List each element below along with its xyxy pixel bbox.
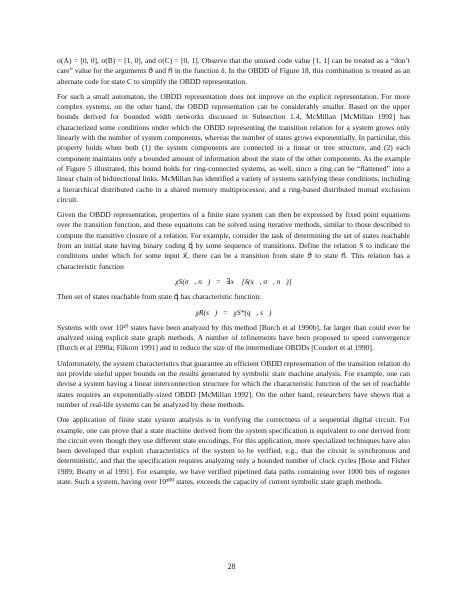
paragraph-4: Systems with over 10²⁰ states have been analyzed by this method [Burch et al 1990b], far larger than could ever be analyzed using explicit state graph methods. A number of refinements have been proposed to speed convergence [Burch et al 1990a; Filkorn 1991] and to reduce the size of the intermediate OBDDs [Coudert et al 1990].: [57, 322, 410, 353]
paragraph-5: Unfortunately, the system characteristics that guarantee an efficient OBDD representation of the transition relation do not provide useful upper bounds on the results generated by symbolic state machine analysis. For example, one can devise a system having a linear interconnection structure for which the characteristic function of the set of reachable states requires an exponentially-sized OBDD [McMillan 1992]. On the other hand, researchers have shown that a number of real-life systems can be analyzed by these methods.: [57, 358, 410, 409]
page-number: 28: [227, 562, 236, 571]
paragraph-1: σ(A) = [0, 0], σ(B) = [1, 0], and σ(C) = [0, 1]. Observe that the unused code value [1, 1] can be treated as a “don’t care” value for the arguments σ⃗ and n⃗ in the function δ. In the OBDD of Figure 18, this combination is treated as an alternate code for state C to simplify the OBDD representation.: [57, 56, 410, 86]
formula-chi-s: χS(σ⃗, n⃗) = ∃x⃗ [δ(x⃗, σ⃗, n⃗)]: [175, 276, 292, 286]
paragraph-3: Given the OBDD representation, properties of a finite state system can then be expressed by fixed point equations over the transition function, and these equations can be solved using iterative methods, similar to those described to compute the transitive closure of a relation. For example, consider the task of determining the set of states reachable from an initial state having binary coding q⃗ by some sequence of transitions. Define the relation S to indicate the conditions under which for some input x⃗, there can be a transition from state σ⃗ to state n⃗. This relation has a characteristic function: [57, 210, 410, 271]
formula-chi-r: χR(s⃗) = χS*(q⃗, s⃗): [195, 307, 272, 317]
paragraph-6: One application of finite state system analysis is in verifying the correctness of a sequential digital circuit. For example, one can prove that a state machine derived from the system specification is equivalent to one derived from the circuit even though they use different state encodings. For this application, more specialized techniques have also been developed that exploit characteristics of the system to be verified, e.g., that the circuit is synchronous and deterministic, and that the specification requires analyzing only a bounded number of clock cycles [Bose and Fisher 1989; Beatty et al 1991]. For example, we have verified pipelined data paths containing over 1000 bits of register state. Such a system, having over 10³⁰⁰ states, exceeds the capacity of current symbolic state graph methods.: [57, 415, 410, 486]
page-body: [57, 56, 410, 492]
paragraph-formula-intro: Then set of states reachable from state q⃗ has characteristic function:: [57, 292, 262, 302]
paragraph-2: For such a small automaton, the OBDD representation does not improve on the explicit representation. For more complex systems, on the other hand, the OBDD representation can be considerably smaller. Based on the upper bounds derived for bounded width networks discussed in Subsection 1.4, McMillan [McMillan 1992] has characterized some conditions under which the OBDD representing the transition relation for a system grows only linearly with the number of system components, whereas the number of states grows exponentially. In particular, this property holds when both (1) the system components are connected in a linear or tree structure, and (2) each component maintains only a bounded amount of information about the state of the other components. As the example of Figure 5 illustrated, this bound holds for ring-connected systems, as well, since a ring can be “flattened” into a linear chain of bidirectional links. McMillan has identified a variety of systems satisfying these conditions, including a hierarchical distributed cache in a shared memory multiprocessor, and a ring-based distributed mutual exclusion circuit.: [57, 91, 410, 204]
